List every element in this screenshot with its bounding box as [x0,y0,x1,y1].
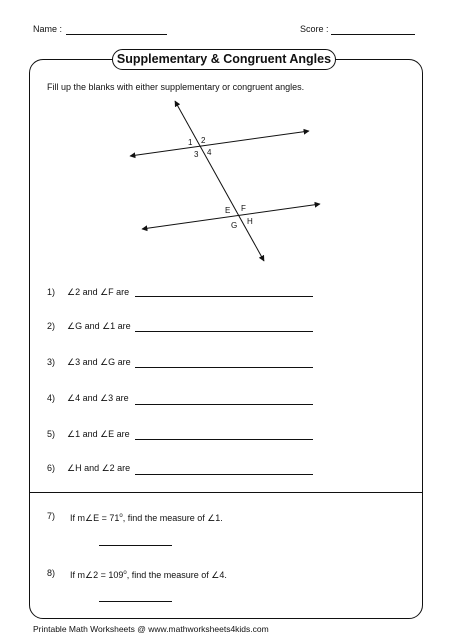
angle-label-3: 3 [194,150,199,159]
question-number: 4) [47,393,56,403]
name-label: Name : [33,24,63,34]
question-suffix: , find the measure of ∠4. [126,570,227,580]
answer-blank-1[interactable] [135,296,313,297]
question-number: 8) [47,568,56,578]
angle-label-h: H [247,217,253,226]
question-4 [47,391,327,405]
angle-label-2: 2 [201,136,206,145]
worksheet-title: Supplementary & Congruent Angles [112,49,336,70]
angle-label-g: G [231,221,238,230]
question-text: ∠2 and ∠F are [67,287,130,297]
question-number: 6) [47,463,56,473]
footer [33,624,269,634]
angle-label-4: 4 [207,148,212,157]
question-text [70,509,223,525]
question-number: 5) [47,429,56,439]
question-text: ∠1 and ∠E are [67,429,130,439]
score-label: Score : [300,24,329,34]
question-prefix: If m∠2 = 109 [70,570,124,580]
question-number: 1) [47,287,56,297]
question-number: 2) [47,321,56,331]
footer-link[interactable]: www.mathworksheets4kids.com [148,624,269,634]
answer-blank-3[interactable] [135,367,313,368]
question-7 [47,509,407,523]
question-text: ∠3 and ∠G are [67,357,131,367]
section-divider [29,492,423,493]
footer-text: Printable Math Worksheets @ [33,624,149,634]
question-text [70,566,227,582]
question-suffix: , find the measure of ∠1. [122,513,223,523]
question-prefix: If m∠E = 71 [70,513,120,523]
question-6 [47,461,327,475]
angle-label-f: F [241,204,246,213]
degree-mark: o [119,513,123,519]
answer-blank-5[interactable] [135,439,313,440]
transversal-line [175,101,264,261]
answer-blank-7[interactable] [99,545,172,546]
angle-label-1: 1 [188,138,193,147]
angle-label-e: E [225,206,231,215]
question-text: ∠4 and ∠3 are [67,393,129,403]
question-number: 3) [47,357,56,367]
question-text: ∠H and ∠2 are [67,463,131,473]
question-text: ∠G and ∠1 are [67,321,131,331]
question-8 [47,566,407,580]
answer-blank-4[interactable] [135,404,313,405]
question-number: 7) [47,511,56,521]
answer-blank-8[interactable] [99,601,172,602]
degree-mark: o [123,570,127,576]
transversal-diagram [0,0,452,300]
instructions: Fill up the blanks with either supplementary or congruent angles. [47,82,305,92]
answer-blank-6[interactable] [135,474,313,475]
answer-blank-2[interactable] [135,331,313,332]
parallel-line-top [130,131,309,156]
